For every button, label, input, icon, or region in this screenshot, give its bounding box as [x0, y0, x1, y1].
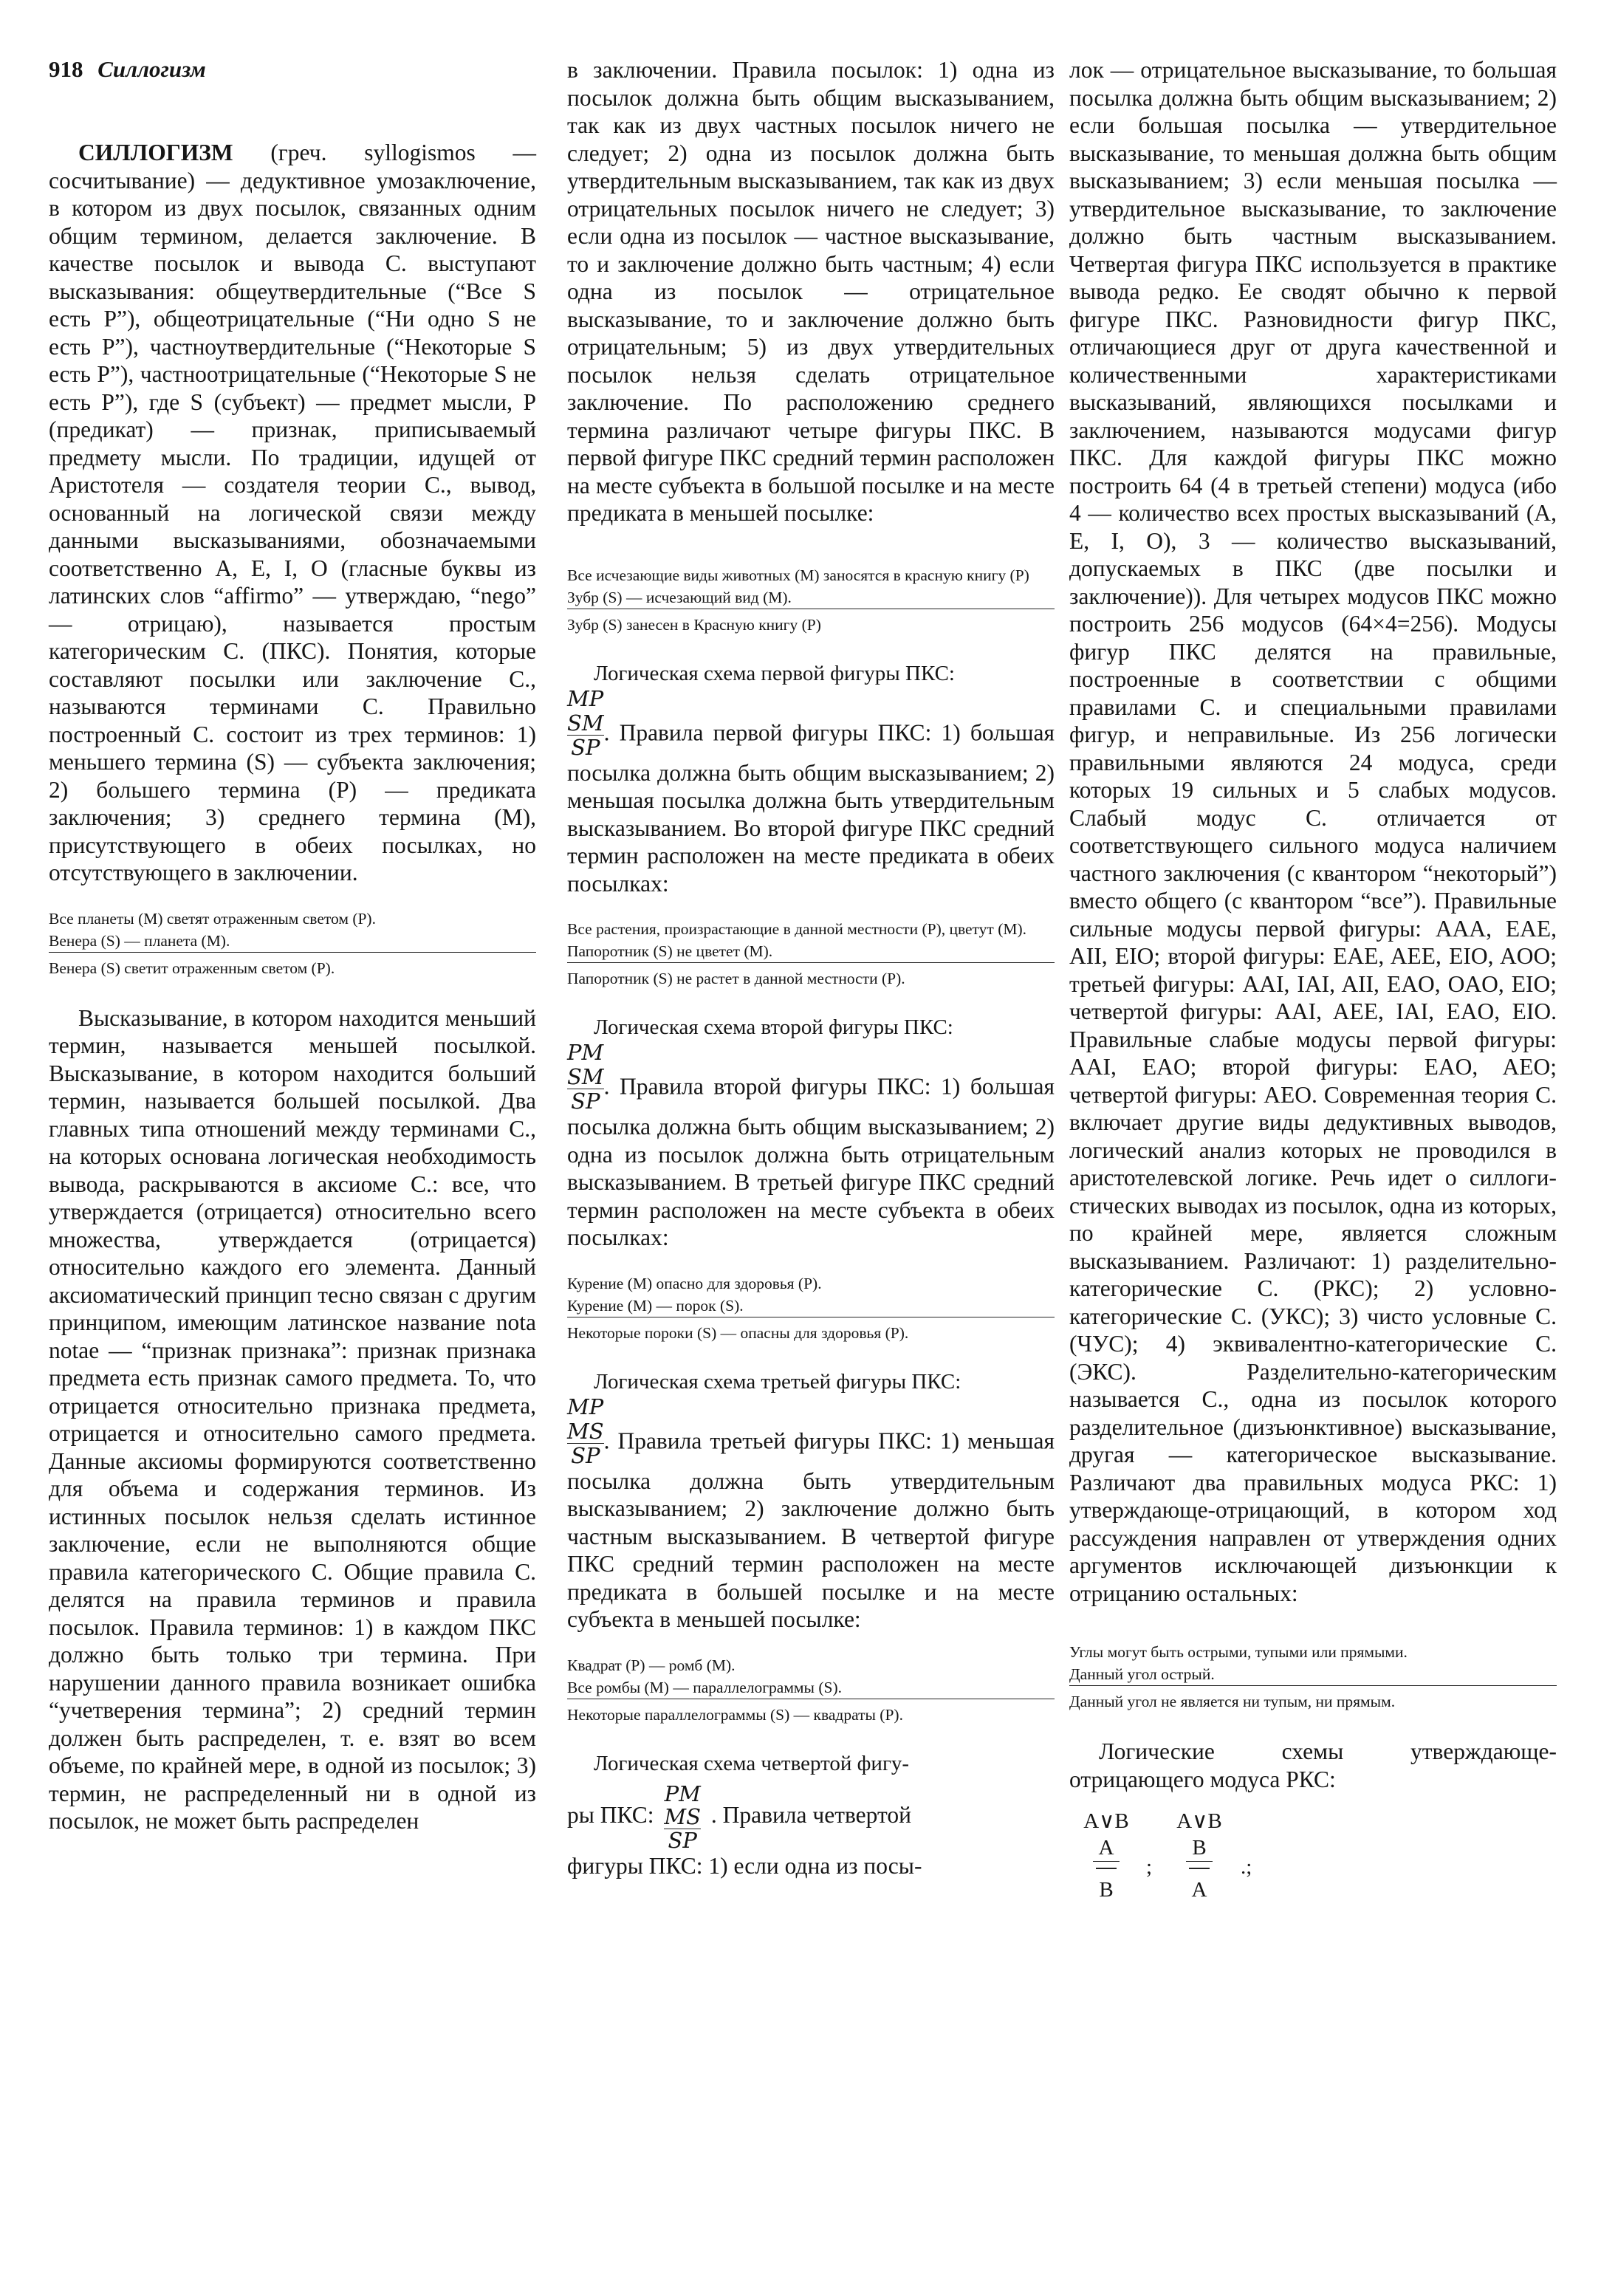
- example-major-premise: Все растения, произрастающие в данной местности (P), цветут (M).: [567, 920, 1026, 938]
- example-conclusion: Зубр (S) занесен в Красную книгу (P): [567, 615, 821, 634]
- example-conclusion: Папоротник (S) не растет в данной местности (P).: [567, 970, 905, 987]
- rks-logic-schemes: [1069, 1808, 1557, 1956]
- syllogism-example-angles: [1069, 1641, 1557, 1713]
- example-major-premise: Все исчезающие виды животных (M) заносятся в красную книгу (P): [567, 566, 1029, 584]
- figure-4-post-text: . Правила четвертой: [710, 1801, 911, 1828]
- figure-2-major-premise-formula: PM: [567, 1040, 604, 1065]
- fraction-numerator: SM: [567, 710, 604, 736]
- syllogism-example-bison: [567, 564, 1055, 636]
- figure-4-formula-row: [567, 1783, 1055, 1852]
- column-1: [49, 139, 536, 1835]
- figure-2-rules: [567, 1065, 1055, 1252]
- example-conclusion: Венера (S) светит отраженным светом (P).: [49, 959, 335, 977]
- figure-4-fraction: [664, 1783, 701, 1852]
- example-conclusion: Данный угол не является ни тупым, ни прямым.: [1069, 1693, 1396, 1710]
- negation-bar: [1189, 1868, 1210, 1869]
- scheme-minor-premise-text: B: [1186, 1834, 1212, 1862]
- figure-3-major-premise-formula: MP: [567, 1394, 604, 1419]
- scheme-conclusion: A: [1191, 1877, 1207, 1902]
- entry-intro-paragraph: [49, 139, 536, 887]
- fraction-denominator: SP: [567, 1089, 604, 1113]
- syllogism-example-planets: [49, 908, 536, 979]
- rks-scheme-2: [1162, 1808, 1236, 1903]
- scheme-separator: .;: [1241, 1855, 1252, 1879]
- figure-3-rules-text: . Правила третьей фигуры ПКС: 1) меньшая посылка должна быть утвердительным высказыванием; 2) заключение должно быть частным высказыванием. В четвертой фигуре ПКС средний термин расположен на месте предиката в большей посылке и на месте субъекта в меньшей посылке:: [567, 1428, 1055, 1632]
- syllogism-example-smoking: [567, 1272, 1055, 1344]
- scheme-disjunction: A∨B: [1083, 1809, 1129, 1833]
- running-title: Силлогизм: [97, 56, 206, 82]
- fraction-numerator: SM: [567, 1064, 604, 1089]
- body-paragraph: лок — отрицательное высказывание, то большая посылка должна быть общим высказыванием; 2) если большая посылка — утвердительное высказывание, то меньшая должна быть общим высказыванием; 3) если меньшая посылка — утвердительное высказывание, то заключение должно быть частным высказыванием. Четвертая фигура ПКС используется в практике вывода редко. Ее сводят обычно к первой фигуре ПКС. Разновидности фигур ПКС, отличающиеся друг от друга качественной и количественными характеристиками высказываний, являющихся посылками и заключением, называются модусами фигур ПКС. Для каждой фигуры ПКС можно построить 64 (4 в третьей степени) модуса (ибо 4 — количество всех простых высказываний (A, E, I, O), 3 — количество высказываний, допускаемых в ПКС (две посылки и заключение)). Для четырех модусов ПКС можно построить 256 модусов (64×4=256). Модусы фигур ПКС делятся на правильные, построенные в соответствии с общими правилами С. и специальными правилами фигур, и неправильные. Из 256 логически правильными являются 24 модуса, среди которых 19 сильных и 5 слабых модусов. Слабый модус С. отличается от соответствующего сильного модуса наличием частного заключения (с квантором “некоторый”) вместо общего (с квантором “все”). Правильные сильные модусы первой фигуры: AAA, EAE, AII, EIO; второй фигуры: EAE, AEE, EIO, AOO; третьей фигуры: AAI, IAI, AII, EAO, OAO, EIO; четвертой фигуры: AAI, AEE, IAI, EAO, EIO. Правильные слабые модусы первой фигуры: AAI, EAO; второй фигуры: EAO, AEO; четвертой фигуры: AEO. Современная теория С. включает другие виды дедуктивных выводов, логический анализ которых не проводился в аристотелевской логике. Речь идет о силлоги-стических выводах из посылок, одна из которых, по крайней мере, является сложным высказыванием. Различают: 1) разделительно-категорические С. (РКС); 2) условно-категорические С. (УКС); 3) чисто условные С. (ЧУС); 4) эквивалентно-категорические С. (ЭКС). Разделительно-категорическим называется С., одна из посылок которого разделительное (дизъюнктивное) высказывание, другая — категорическое высказывание. Различают два правильных модуса РКС: 1) утверждающе-отрицающий, в котором ход рассуждения направлен от утверждения одних аргументов исключающей дизъюнкции к отрицанию остальных:: [1069, 57, 1557, 1606]
- body-paragraph: в заключении. Правила посылок: 1) одна из посылок должна быть общим высказыванием, так как из двух частных посылок ничего не следует; 2) одна из посылок должна быть утвердительным высказыванием, так как из двух отрицательных посылок ничего не следует; 3) если одна из посылок — частное высказывание, то и заключение должно быть частным; 4) если одна из посылок — отрицательное высказывание, то и заключение должно быть отрицательным; 5) из двух утвердительных посылок нельзя сделать отрицательное заключение. По расположению среднего термина различают четыре фигуры ПКС. В первой фигуре ПКС средний термин расположен на месте субъекта в большой посылке и на месте предиката в меньшей посылке:: [567, 57, 1055, 526]
- entry-headword: СИЛЛОГИЗМ: [78, 140, 233, 165]
- column-2: [567, 56, 1055, 1879]
- fraction-denominator: SP: [664, 1829, 701, 1852]
- negation-bar: [1096, 1868, 1117, 1869]
- fraction-numerator: MS: [664, 1803, 701, 1829]
- figure-2-caption: Логическая схема второй фигуры ПКС:: [594, 1015, 953, 1039]
- figure-4-pre-text: ры ПКС:: [567, 1801, 654, 1828]
- body-paragraph: Логические схемы утверждающе-отрицающего модуса РКС:: [1069, 1738, 1557, 1792]
- figure-1-rules: [567, 711, 1055, 898]
- column-3: [1069, 56, 1557, 1956]
- scheme-minor-premise-text: A: [1093, 1834, 1120, 1862]
- figure-1-rules-text: . Правила первой фигуры ПКС: 1) большая посылка должна быть общим высказыванием; 2) меньшая посылка должна быть утвердительным высказыванием. Во второй фигуре ПКС средний термин расположен на месте предиката в обеих посылках:: [567, 719, 1055, 897]
- example-minor-premise: Курение (M) — порок (S).: [567, 1295, 1055, 1317]
- example-minor-premise: Венера (S) — планета (M).: [49, 930, 536, 953]
- syllogism-example-fern: [567, 918, 1055, 990]
- scheme-disjunction: A∨B: [1176, 1809, 1222, 1833]
- scheme-minor-premise: [1162, 1834, 1236, 1862]
- fraction-denominator: SP: [567, 735, 604, 759]
- scheme-conclusion: B: [1099, 1877, 1114, 1902]
- scheme-minor-premise: [1069, 1834, 1143, 1862]
- example-major-premise: Все планеты (M) светят отраженным светом (P).: [49, 909, 376, 928]
- scheme-separator: ;: [1146, 1855, 1153, 1879]
- figure-3-fraction: [567, 1419, 604, 1467]
- figure-1-fraction: [567, 711, 604, 759]
- example-minor-premise: Все ромбы (M) — параллелограммы (S).: [567, 1676, 1055, 1699]
- body-paragraph: Высказывание, в котором находится меньший термин, называется меньшей посылкой. Высказывание, в котором находится больший термин, называется большей посылкой. Два главных типа отношений между терминами С., на которых основана логическая необходимость вывода, раскрываются в аксиоме С.: все, что утверждается (отрицается) относительно всего множества, утверждается (отрицается) относительно каждого его элемента. Данный аксиоматический принцип тесно связан с другим принципом, имеющим латинское название nota notae — “признак признака”: признак признака предмета есть признак самого предмета. То, что отрицается относительно признака предмета, отрицается и относительно самого предмета. Данные аксиомы формируются соответственно для объема и содержания терминов. Из истинных посылок нельзя сделать истинное заключение, если не выполняются общие правила категорического С. Общие правила С. делятся на правила терминов и правила посылок. Правила терминов: 1) в каждом ПКС должно быть только три термина. При нарушении данного правила возникает ошибка “учетверения термина”; 2) средний термин должен быть распределен, т. е. взят во всем объеме, по крайней мере, в одной из посылок; 3) термин, не распределенный ни в одной из посылок, не может быть распределен: [49, 1004, 537, 1834]
- syllogism-example-square: [567, 1654, 1055, 1726]
- example-minor-premise: Зубр (S) — исчезающий вид (M).: [567, 586, 1055, 609]
- page-number: 918: [49, 56, 83, 82]
- fraction-numerator: MS: [567, 1418, 604, 1444]
- example-minor-premise: Папоротник (S) не цветет (M).: [567, 940, 1055, 963]
- figure-1-major-premise-formula: MP: [567, 685, 604, 711]
- figure-3-rules: [567, 1419, 1055, 1634]
- figure-1-caption: Логическая схема первой фигуры ПКС:: [594, 661, 955, 685]
- example-conclusion: Некоторые пороки (S) — опасны для здоровья (P).: [567, 1323, 909, 1342]
- figure-4-continuation: фигуры ПКС: 1) если одна из посы-: [567, 1852, 922, 1879]
- example-conclusion: Некоторые параллелограммы (S) — квадраты (P).: [567, 1705, 903, 1724]
- figure-4-major-premise-formula: PM: [664, 1781, 701, 1806]
- figure-4-caption: Логическая схема четвертой фигу-: [594, 1751, 909, 1775]
- figure-2-rules-text: . Правила второй фигуры ПКС: 1) большая посылка должна быть общим высказыванием; 2) одна из посылок должна быть отрицательным высказыванием. В третьей фигуре ПКС средний термин расположен на месте субъекта в обеих посылках:: [567, 1073, 1055, 1250]
- figure-2-fraction: [567, 1065, 604, 1113]
- example-minor-premise: Данный угол острый.: [1069, 1663, 1557, 1686]
- rks-scheme-1: [1069, 1808, 1143, 1903]
- example-major-premise: Углы могут быть острыми, тупыми или прямыми.: [1069, 1643, 1408, 1661]
- entry-intro-text: (греч. syllogismos — сосчитывание) — дедуктивное умозаключение, в котором из двух посылок, связанных одним общим термином, делается заключение. В качестве посылок и вывода С. выступают высказывания: общеутвердительные (“Все S есть P”), общеотрицательные (“Ни одно S не есть P”), частноутвердительные (“Некоторые S есть P”), частноотрицательные (“Некоторые S не есть P”), где S (субъект) — предмет мысли, P (предикат) — признак, приписываемый предмету мысли. По традиции, идущей от Аристотеля — создателя теории С., вывод, основанный на логической связи между данными высказываниями, обозначаемыми соответственно A, E, I, O (гласные буквы из латинских слов “affirmo” — утверждаю, “nego” — отрицаю), называется простым категорическим С. (ПКС). Понятия, которые составляют посылки или заключение С., называются терминами С. Правильно построенный С. состоит из трех терминов: 1) меньшего термина (S) — субъекта заключения; 2) большего термина (P) — предиката заключения; 3) среднего термина (M), присутствующего в обеих посылках, но отсутствующего в заключении.: [49, 140, 536, 885]
- running-header: [49, 56, 206, 83]
- example-major-premise: Квадрат (P) — ромб (M).: [567, 1656, 736, 1674]
- example-major-premise: Курение (M) опасно для здоровья (P).: [567, 1274, 822, 1292]
- fraction-denominator: SP: [567, 1443, 604, 1467]
- figure-3-caption: Логическая схема третьей фигуры ПКС:: [594, 1369, 961, 1394]
